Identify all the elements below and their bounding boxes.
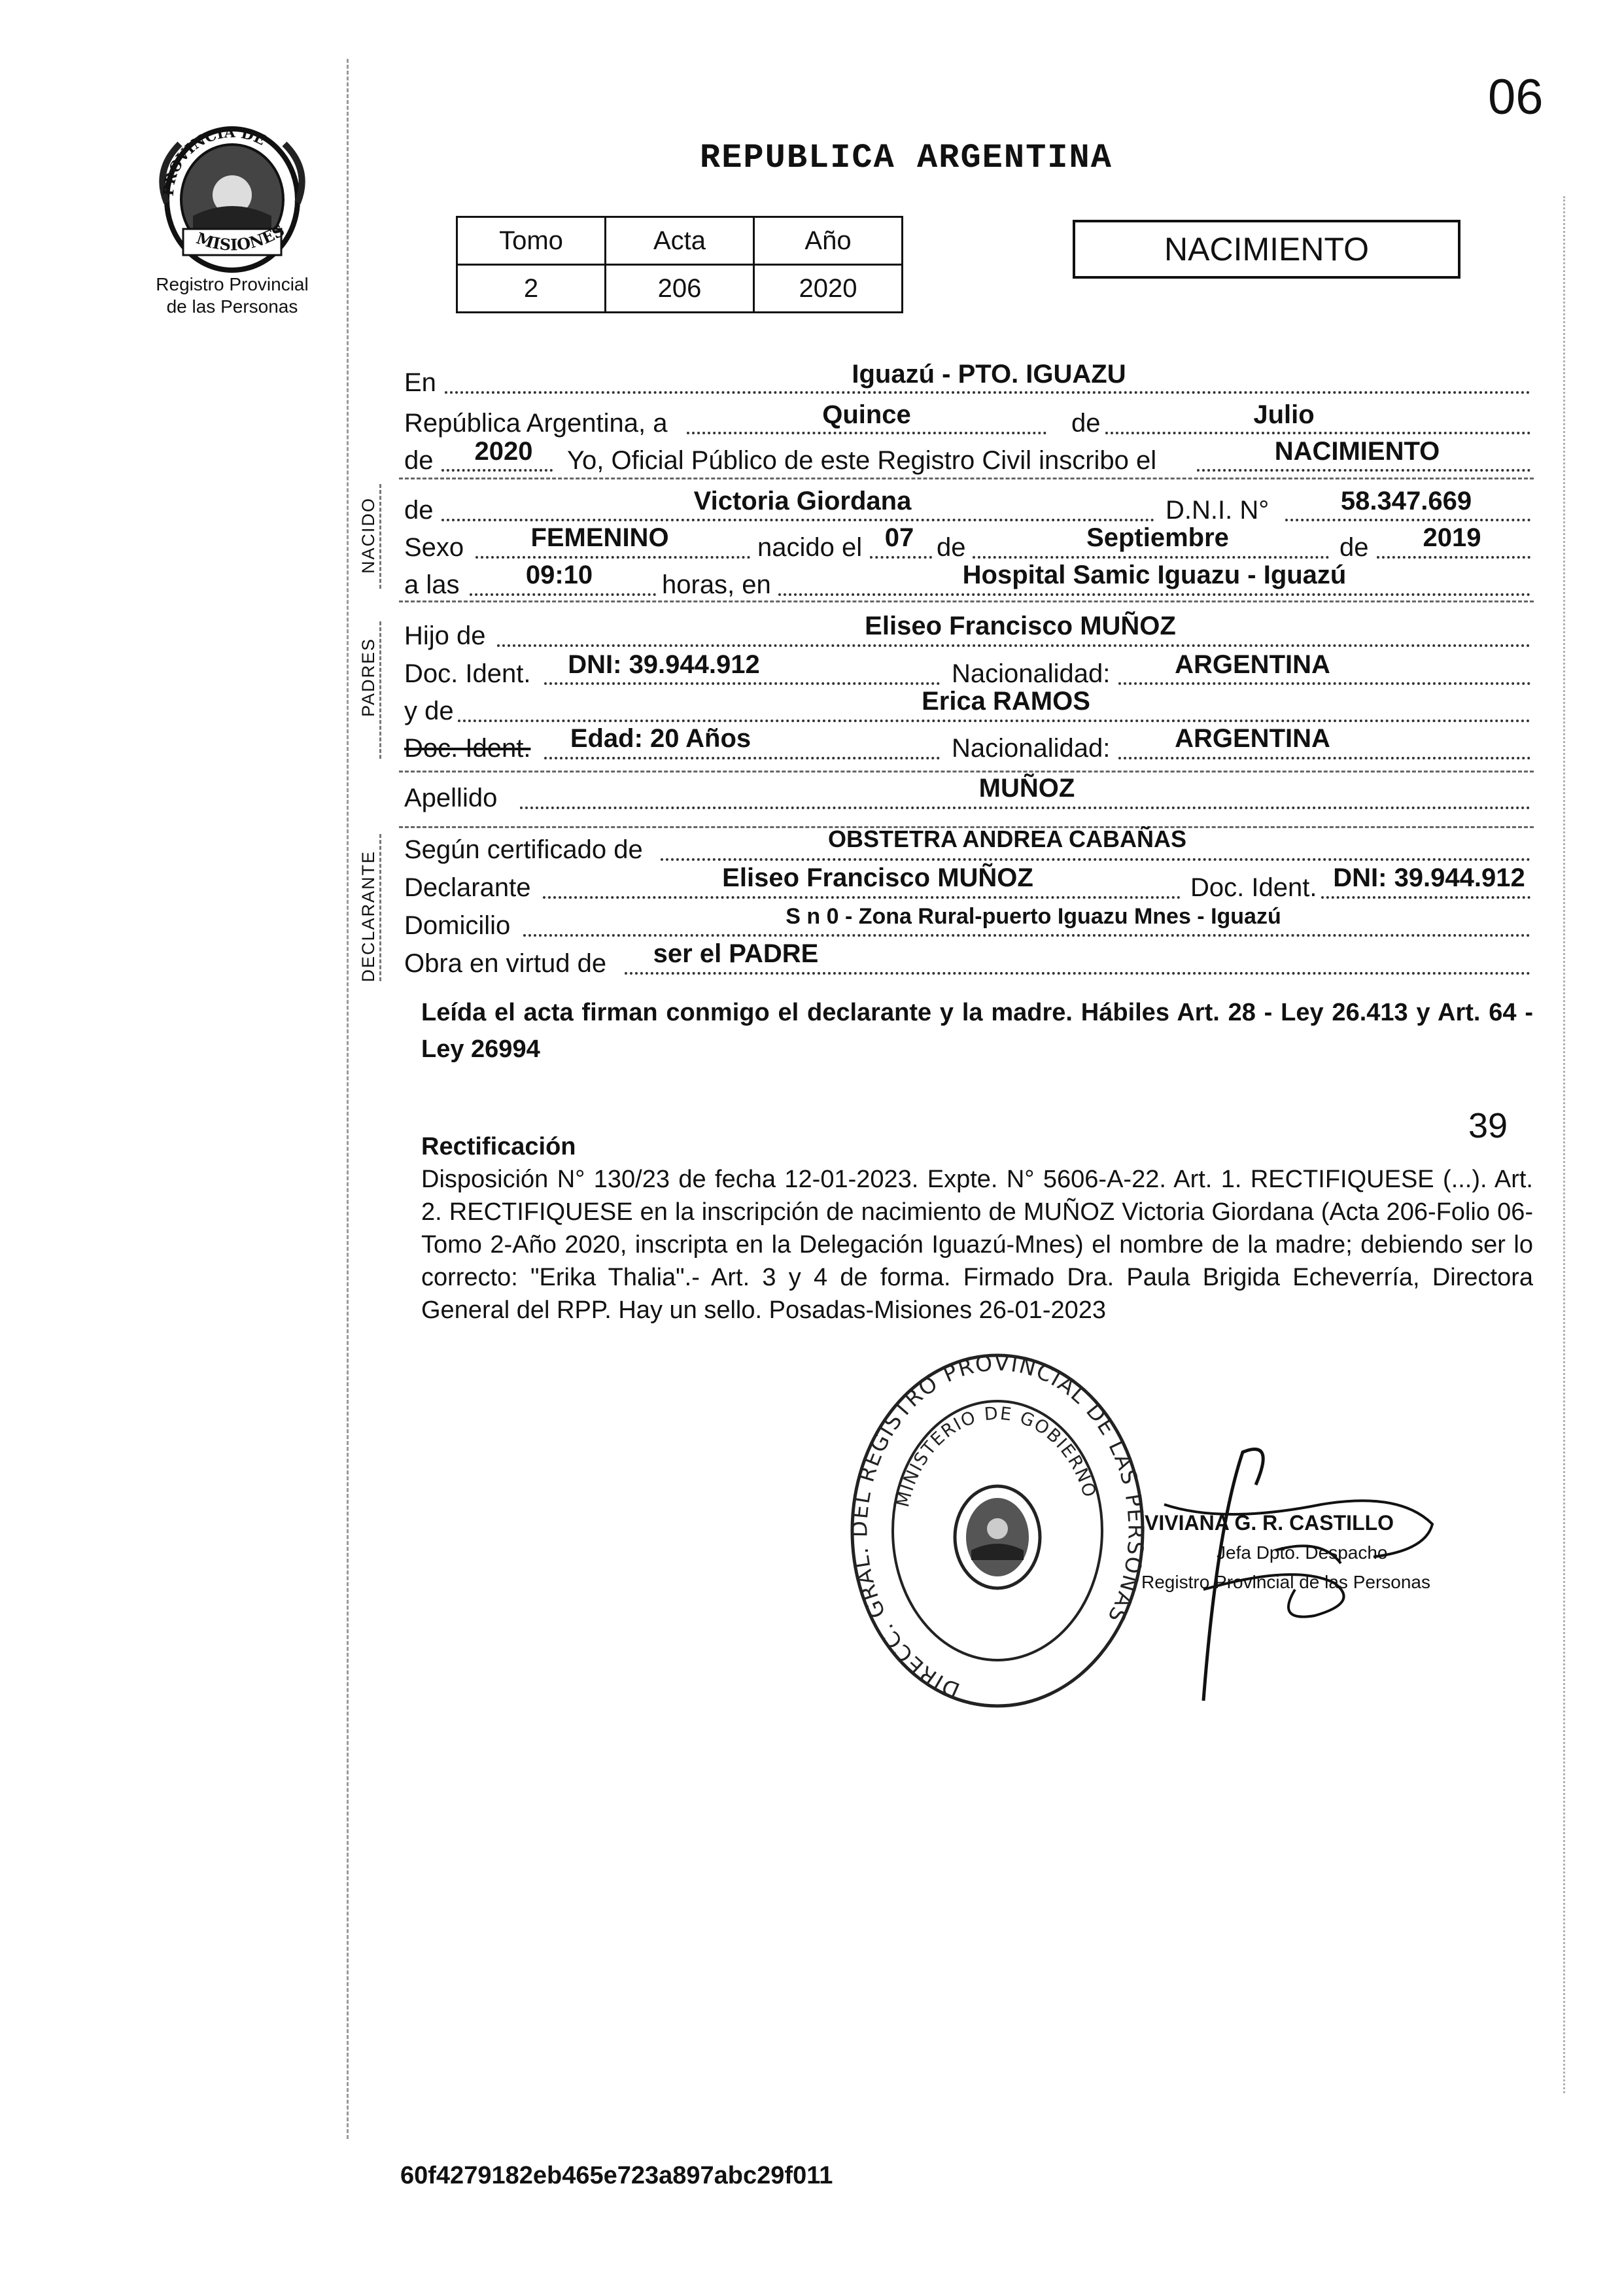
label-de-year: de: [404, 446, 434, 475]
svg-text:MINISTERIO DE GOBIERNO: [893, 1404, 1100, 1510]
section-line-declarante: [379, 834, 381, 981]
value-padre-nacionalidad: ARGENTINA: [1175, 650, 1330, 679]
signature-name: VIVIANA G. R. CASTILLO: [1145, 1511, 1394, 1535]
dotted-line: [1105, 432, 1530, 434]
value-padre-doc: DNI: 39.944.912: [568, 650, 760, 679]
label-nacionalidad: Nacionalidad:: [952, 659, 1111, 688]
dotted-line: [1118, 757, 1530, 759]
label-apellido: Apellido: [404, 784, 498, 812]
label-de-nombre: de: [404, 496, 434, 525]
value-mes-inscripcion: Julio: [1253, 400, 1315, 429]
signature-office: Registro Provincial de las Personas: [1141, 1572, 1430, 1592]
value-madre: Erica RAMOS: [922, 687, 1090, 716]
dotted-line: [543, 896, 1181, 899]
value-madre-edad: Edad: 20 Años: [570, 724, 752, 753]
value-declarante-doc: DNI: 39.944.912: [1333, 863, 1525, 892]
label-a-las: a las: [404, 570, 460, 599]
label-doc-ident: Doc. Ident.: [404, 659, 531, 688]
registry-table: [456, 216, 903, 313]
value-madre-nacionalidad: ARGENTINA: [1175, 724, 1330, 753]
label-dni: D.N.I. N°: [1166, 496, 1270, 525]
value-mes-nacimiento: Septiembre: [1086, 523, 1229, 552]
seal-inner-text: MINISTERIO DE GOBIERNO: [892, 1403, 1100, 1510]
dotted-line: [458, 720, 1530, 722]
footer-hash: 60f4279182eb465e723a897abc29f011: [400, 2162, 833, 2189]
value-lugar-nacimiento: Hospital Samic Iguazu - Iguazú: [962, 561, 1347, 589]
label-en: En: [404, 368, 436, 397]
label-de-mes: de: [937, 533, 966, 562]
value-apellido: MUÑOZ: [978, 774, 1075, 803]
label-nacido-el: nacido el: [757, 533, 863, 562]
dotted-line: [1321, 896, 1530, 899]
seal-outer-text: DIRECC. GRAL. DEL REGISTRO PROVINCIAL DE LAS PERSONAS: [846, 1351, 1149, 1704]
label-republica: República Argentina, a: [404, 409, 668, 438]
value-sexo: FEMENINO: [530, 523, 669, 552]
section-label-declarante: DECLARANTE: [358, 850, 378, 982]
separator-line: [399, 600, 1534, 602]
dotted-line: [520, 807, 1530, 809]
dotted-line: [523, 934, 1530, 937]
label-hijo-de: Hijo de: [404, 621, 486, 650]
value-certificado: OBSTETRA ANDREA CABAÑAS: [828, 825, 1186, 852]
value-anio-inscripcion: 2020: [474, 437, 533, 466]
signature: [1125, 1426, 1491, 1714]
value-tipo-inscripcion: NACIMIENTO: [1274, 437, 1440, 466]
dotted-line: [1377, 556, 1530, 559]
document-title: REPUBLICA ARGENTINA: [700, 139, 1113, 177]
dotted-line: [544, 682, 940, 685]
dotted-line: [544, 757, 940, 759]
separator-line: [399, 478, 1534, 479]
table-value-anio: 2020: [754, 265, 903, 313]
page-number: 06: [1488, 69, 1544, 125]
label-y-de: y de: [404, 697, 454, 725]
province-logo: [147, 118, 317, 281]
logo-text-top: PROVINCIA DE: [160, 124, 268, 197]
dotted-line: [441, 469, 553, 472]
closing-paragraph: Leída el acta firman conmigo el declarante y la madre. Hábiles Art. 28 - Ley 26.413 y Art. 64 - Ley 26994: [421, 999, 1533, 1063]
margin-line: [347, 59, 349, 2139]
value-lugar: Iguazú - PTO. IGUAZU: [852, 360, 1126, 389]
dotted-line: [870, 556, 932, 559]
dotted-line: [687, 432, 1046, 434]
table-header-anio: Año: [754, 217, 903, 265]
value-obra-en-virtud: ser el PADRE: [653, 939, 819, 968]
table-value-tomo: 2: [457, 265, 606, 313]
dotted-line: [973, 556, 1329, 559]
section-line-nacido: [379, 484, 381, 589]
dotted-line: [1285, 519, 1530, 521]
value-dia-nacimiento: 07: [884, 523, 914, 552]
label-sexo: Sexo: [404, 533, 464, 562]
value-anio-nacimiento: 2019: [1423, 523, 1481, 552]
value-padre: Eliseo Francisco MUÑOZ: [865, 612, 1176, 640]
rectificacion-text: Disposición N° 130/23 de fecha 12-01-2023. Expte. N° 5606-A-22. Art. 1. RECTIFIQUESE (...). Art. 2. RECTIFIQUESE en la inscripción de nacimiento de MUÑOZ Victoria Giordana (Acta 206-Folio 06-Tomo 2-Año 2020, inscripta en la Delegación Iguazú-Mnes) el nombre de la madre; debiendo ser lo correcto: "Erika Thalia".- Art. 3 y 4 de forma. Firmado Dra. Paula Brigida Echeverría, Directora General del RPP. Hay un sello. Posadas-Misiones 26-01-2023: [421, 1166, 1533, 1324]
dotted-line: [475, 556, 750, 559]
logo-caption: [124, 273, 340, 318]
dotted-line: [661, 858, 1530, 861]
label-doc-ident-decl: Doc. Ident.: [1190, 873, 1317, 902]
logo-caption-line2: de las Personas: [166, 296, 298, 317]
label-segun-certificado: Según certificado de: [404, 835, 643, 864]
table-header-tomo: Tomo: [457, 217, 606, 265]
signature-role: Jefa Dpto. Despacho: [1217, 1542, 1388, 1563]
value-dni: 58.347.669: [1340, 487, 1472, 515]
value-declarante: Eliseo Francisco MUÑOZ: [722, 863, 1033, 892]
separator-line: [399, 771, 1534, 773]
logo-text-bottom: MISIONES: [194, 220, 288, 254]
label-obra-en-virtud: Obra en virtud de: [404, 949, 607, 978]
section-line-padres: [379, 621, 381, 759]
official-seal: [844, 1351, 1151, 1717]
dotted-line: [625, 972, 1530, 975]
document-type-box: NACIMIENTO: [1073, 220, 1460, 279]
value-nombre: Victoria Giordana: [693, 487, 912, 515]
label-de: de: [1071, 409, 1101, 438]
table-value-acta: 206: [606, 265, 754, 313]
label-doc-ident-struck: Doc. Ident.: [404, 734, 531, 763]
value-hora: 09:10: [525, 561, 593, 589]
rectificacion-number: 39: [1468, 1106, 1508, 1145]
dotted-line: [497, 644, 1530, 647]
section-label-nacido: NACIDO: [358, 497, 378, 574]
label-yo-oficial: Yo, Oficial Público de este Registro Civil inscribo el: [567, 446, 1157, 475]
dotted-line: [441, 519, 1154, 521]
logo-caption-line1: Registro Provincial: [156, 274, 309, 294]
value-dia-inscripcion: Quince: [822, 400, 911, 429]
label-declarante: Declarante: [404, 873, 531, 902]
dotted-line: [1118, 682, 1530, 685]
label-de-anio: de: [1339, 533, 1369, 562]
label-domicilio: Domicilio: [404, 911, 511, 940]
table-header-acta: Acta: [606, 217, 754, 265]
dotted-line: [445, 391, 1530, 394]
value-domicilio: S n 0 - Zona Rural-puerto Iguazu Mnes - Iguazú: [786, 904, 1281, 929]
label-nacionalidad2: Nacionalidad:: [952, 734, 1111, 763]
dotted-line: [470, 593, 656, 596]
dotted-line: [778, 593, 1530, 596]
section-label-padres: PADRES: [358, 638, 378, 718]
right-margin-dots: [1563, 196, 1565, 2093]
dotted-line: [1197, 469, 1530, 472]
label-horas-en: horas, en: [662, 570, 771, 599]
rectificacion-title: Rectificación: [421, 1133, 576, 1160]
